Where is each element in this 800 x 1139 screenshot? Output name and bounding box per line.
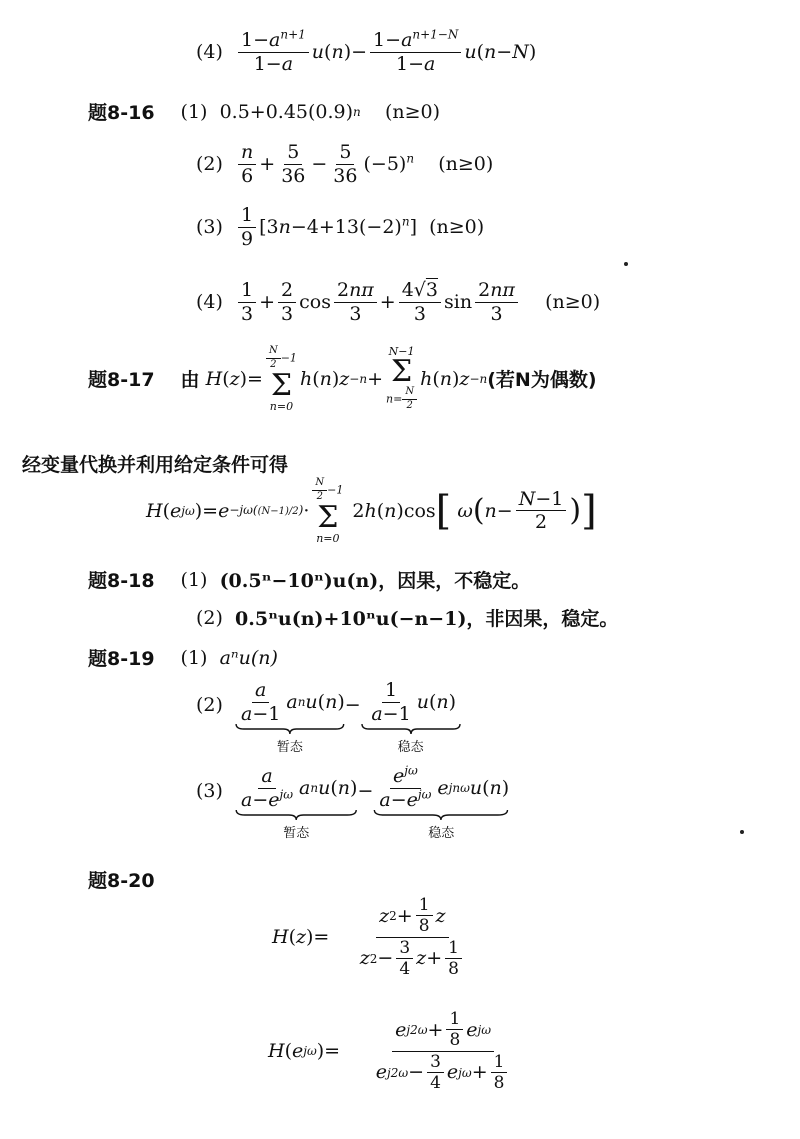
underbrace-transient: $\frac{a}{a-1}$ a n u ( n ) 暂态: [235, 680, 345, 755]
note: (若N为偶数): [487, 369, 597, 392]
problem-8-19-line1: [88, 644, 278, 671]
eq-H-ejw: H ( e jω )= e −jω((N−1)/2) · $\frac{N}{2}$ −1 Σ n=0 2 h ( n )cos [ ω ( n − $\frac{N-1}{2}$ ) ]: [146, 477, 597, 545]
fraction: $\frac{4√3}{3}$: [399, 280, 441, 324]
item-index: (1): [180, 646, 208, 669]
fraction: $\frac{2}{3}$: [278, 280, 296, 324]
brace: [235, 724, 345, 734]
brace-caption: 暂态: [283, 826, 310, 842]
fraction: $\frac{1}{3}$: [238, 280, 256, 324]
paragraph: 经变量代换并利用给定条件可得: [22, 454, 289, 476]
problem-8-18-line2: [196, 604, 618, 631]
prefix: 由: [180, 369, 200, 392]
brace: [235, 810, 357, 820]
stray-dot: [740, 830, 744, 834]
fraction: $\frac{2n\pi}{3}$: [334, 280, 377, 324]
brace-caption: 稳态: [397, 740, 424, 756]
eq-8-15-item4: (4) $\frac{1-a^{n+1}}{1-a}$ u (n)− $\frac{1-a^{n+1-N}}{1-a}$ u (n−N): [196, 27, 537, 75]
item-index: (2): [196, 694, 223, 716]
underbrace-transient: $\frac{a}{a-e^{j\omega}}$ a n u ( n ) 暂态: [235, 766, 357, 841]
problem-8-20-label-line: [88, 866, 155, 893]
fraction: $\frac{a}{a-1}$: [241, 679, 281, 725]
fraction: $\frac{n}{6}$: [238, 142, 256, 186]
problem-label: 题8-20: [88, 870, 155, 892]
problem-8-16-line2: (2) $\frac{n}{6}$ + $\frac{5}{36}$ − $\frac{5}{36}$ $(-5)^n$ (n≥0): [196, 141, 494, 187]
problem-label: 题8-19: [88, 648, 155, 670]
sum-symbol: N−1 Σ n= $\frac{N}{2}$: [386, 346, 417, 412]
item-index: (4): [196, 291, 223, 314]
fraction: $\frac{5}{36}$: [281, 141, 306, 187]
condition: (n≥0): [438, 153, 494, 176]
item-index: (1): [180, 100, 208, 123]
sum-symbol: $\frac{N}{2}$ −1 Σ n=0: [312, 478, 343, 544]
brace-caption: 稳态: [428, 826, 455, 842]
problem-8-19-line3: (3) $\frac{a}{a-e^{j\omega}}$ a n u ( n ) 暂态 − $\frac{e^{j\omega}}{a-e^{j\omega}}$ e jnω u ( n ) 稳态: [196, 763, 510, 842]
condition: (n≥0): [384, 100, 441, 123]
brace: [361, 724, 461, 734]
stray-dot: [624, 262, 628, 266]
answer-text: (0.5ⁿ−10ⁿ)u(n)，因果，不稳定。: [219, 570, 531, 592]
sum-symbol: $\frac{N}{2}$ −1 Σ n=0: [266, 346, 297, 412]
problem-8-16-line3: (3) $\frac{1}{9}$ $[3n-4+13(-2)^n]$ (n≥0): [196, 204, 485, 250]
problem-8-17-line1: 题8-17 由 H ( z )= $\frac{N}{2}$ −1 Σ n=0 h ( n ) z −n + N−1 Σ n= $\frac{N}{2}$ h ( n ) z −n (若N为偶数): [88, 345, 597, 413]
eq-H-z: H ( z )= z 2 + $\frac{1}{8}$ z z 2 − $\frac{3}{4}$ z + $\frac{1}{8}$: [272, 896, 495, 978]
problem-8-18-line1: [88, 566, 530, 593]
item-index: (4): [196, 41, 223, 64]
fraction: $\frac{1}{9}$: [238, 205, 256, 249]
problem-8-16-line1: 题8-16 (1) 0.5+0.45(0.9) n (n≥0): [88, 98, 440, 125]
underbrace-steady: $\frac{e^{j\omega}}{a-e^{j\omega}}$ e jnω u ( n ) 稳态: [373, 766, 509, 841]
problem-8-19-line2: (2) $\frac{a}{a-1}$ a n u ( n ) 暂态 − $\frac{1}{a-1}$ u ( n ) 稳态: [196, 680, 461, 755]
problem-label: 题8-17: [88, 369, 155, 392]
fraction: $\frac{2n\pi}{3}$: [475, 280, 518, 324]
fraction: $\frac{1-a^{n+1-N}}{1-a}$: [370, 30, 461, 74]
condition: (n≥0): [429, 216, 485, 239]
condition: (n≥0): [545, 291, 601, 314]
item-index: (2): [196, 606, 223, 629]
fraction: $\frac{1}{a-1}$: [371, 679, 411, 725]
item-index: (2): [196, 153, 223, 176]
fraction: $\frac{N-1}{2}$: [516, 489, 567, 533]
problem-8-16-line4: (4) $\frac{1}{3}$ + $\frac{2}{3}$ cos $\frac{2n\pi}{3}$ + $\frac{4√3}{3}$ sin $\frac{2n\pi}{3}$ (n≥0): [196, 279, 601, 325]
fraction: $\frac{e^{j\omega}}{a-e^{j\omega}}$: [379, 763, 432, 811]
item-index: (3): [196, 216, 223, 239]
answer-text: 0.5ⁿu(n)+10ⁿu(−n−1)，非因果，稳定。: [235, 608, 619, 630]
fraction: $\frac{5}{36}$: [333, 141, 358, 187]
brace: [373, 810, 509, 820]
fraction: $\frac{a}{a-e^{j\omega}}$: [241, 765, 294, 811]
problem-label: 题8-16: [88, 102, 155, 124]
fraction: z 2 + $\frac{1}{8}$ z z 2 − $\frac{3}{4}$ z + $\frac{1}{8}$: [332, 896, 492, 978]
fraction: $\frac{1-a^{n+1}}{1-a}$: [238, 30, 309, 74]
fraction: e j2ω + $\frac{1}{8}$ e jω e j2ω − $\frac{3}{4}$ e jω + $\frac{1}{8}$: [343, 1010, 543, 1092]
item-index: (1): [180, 568, 208, 591]
item-index: (3): [196, 780, 223, 802]
brace-caption: 暂态: [276, 740, 303, 756]
underbrace-steady: $\frac{1}{a-1}$ u ( n ) 稳态: [361, 680, 461, 755]
eq-H-ejw-20: H ( e jω )= e j2ω + $\frac{1}{8}$ e jω e j2ω − $\frac{3}{4}$ e jω + $\frac{1}{8}$: [268, 1010, 546, 1092]
problem-label: 题8-18: [88, 570, 155, 592]
expr: 0.5+0.45(0.9): [219, 100, 354, 123]
answer-text: aⁿu(n): [219, 646, 278, 669]
